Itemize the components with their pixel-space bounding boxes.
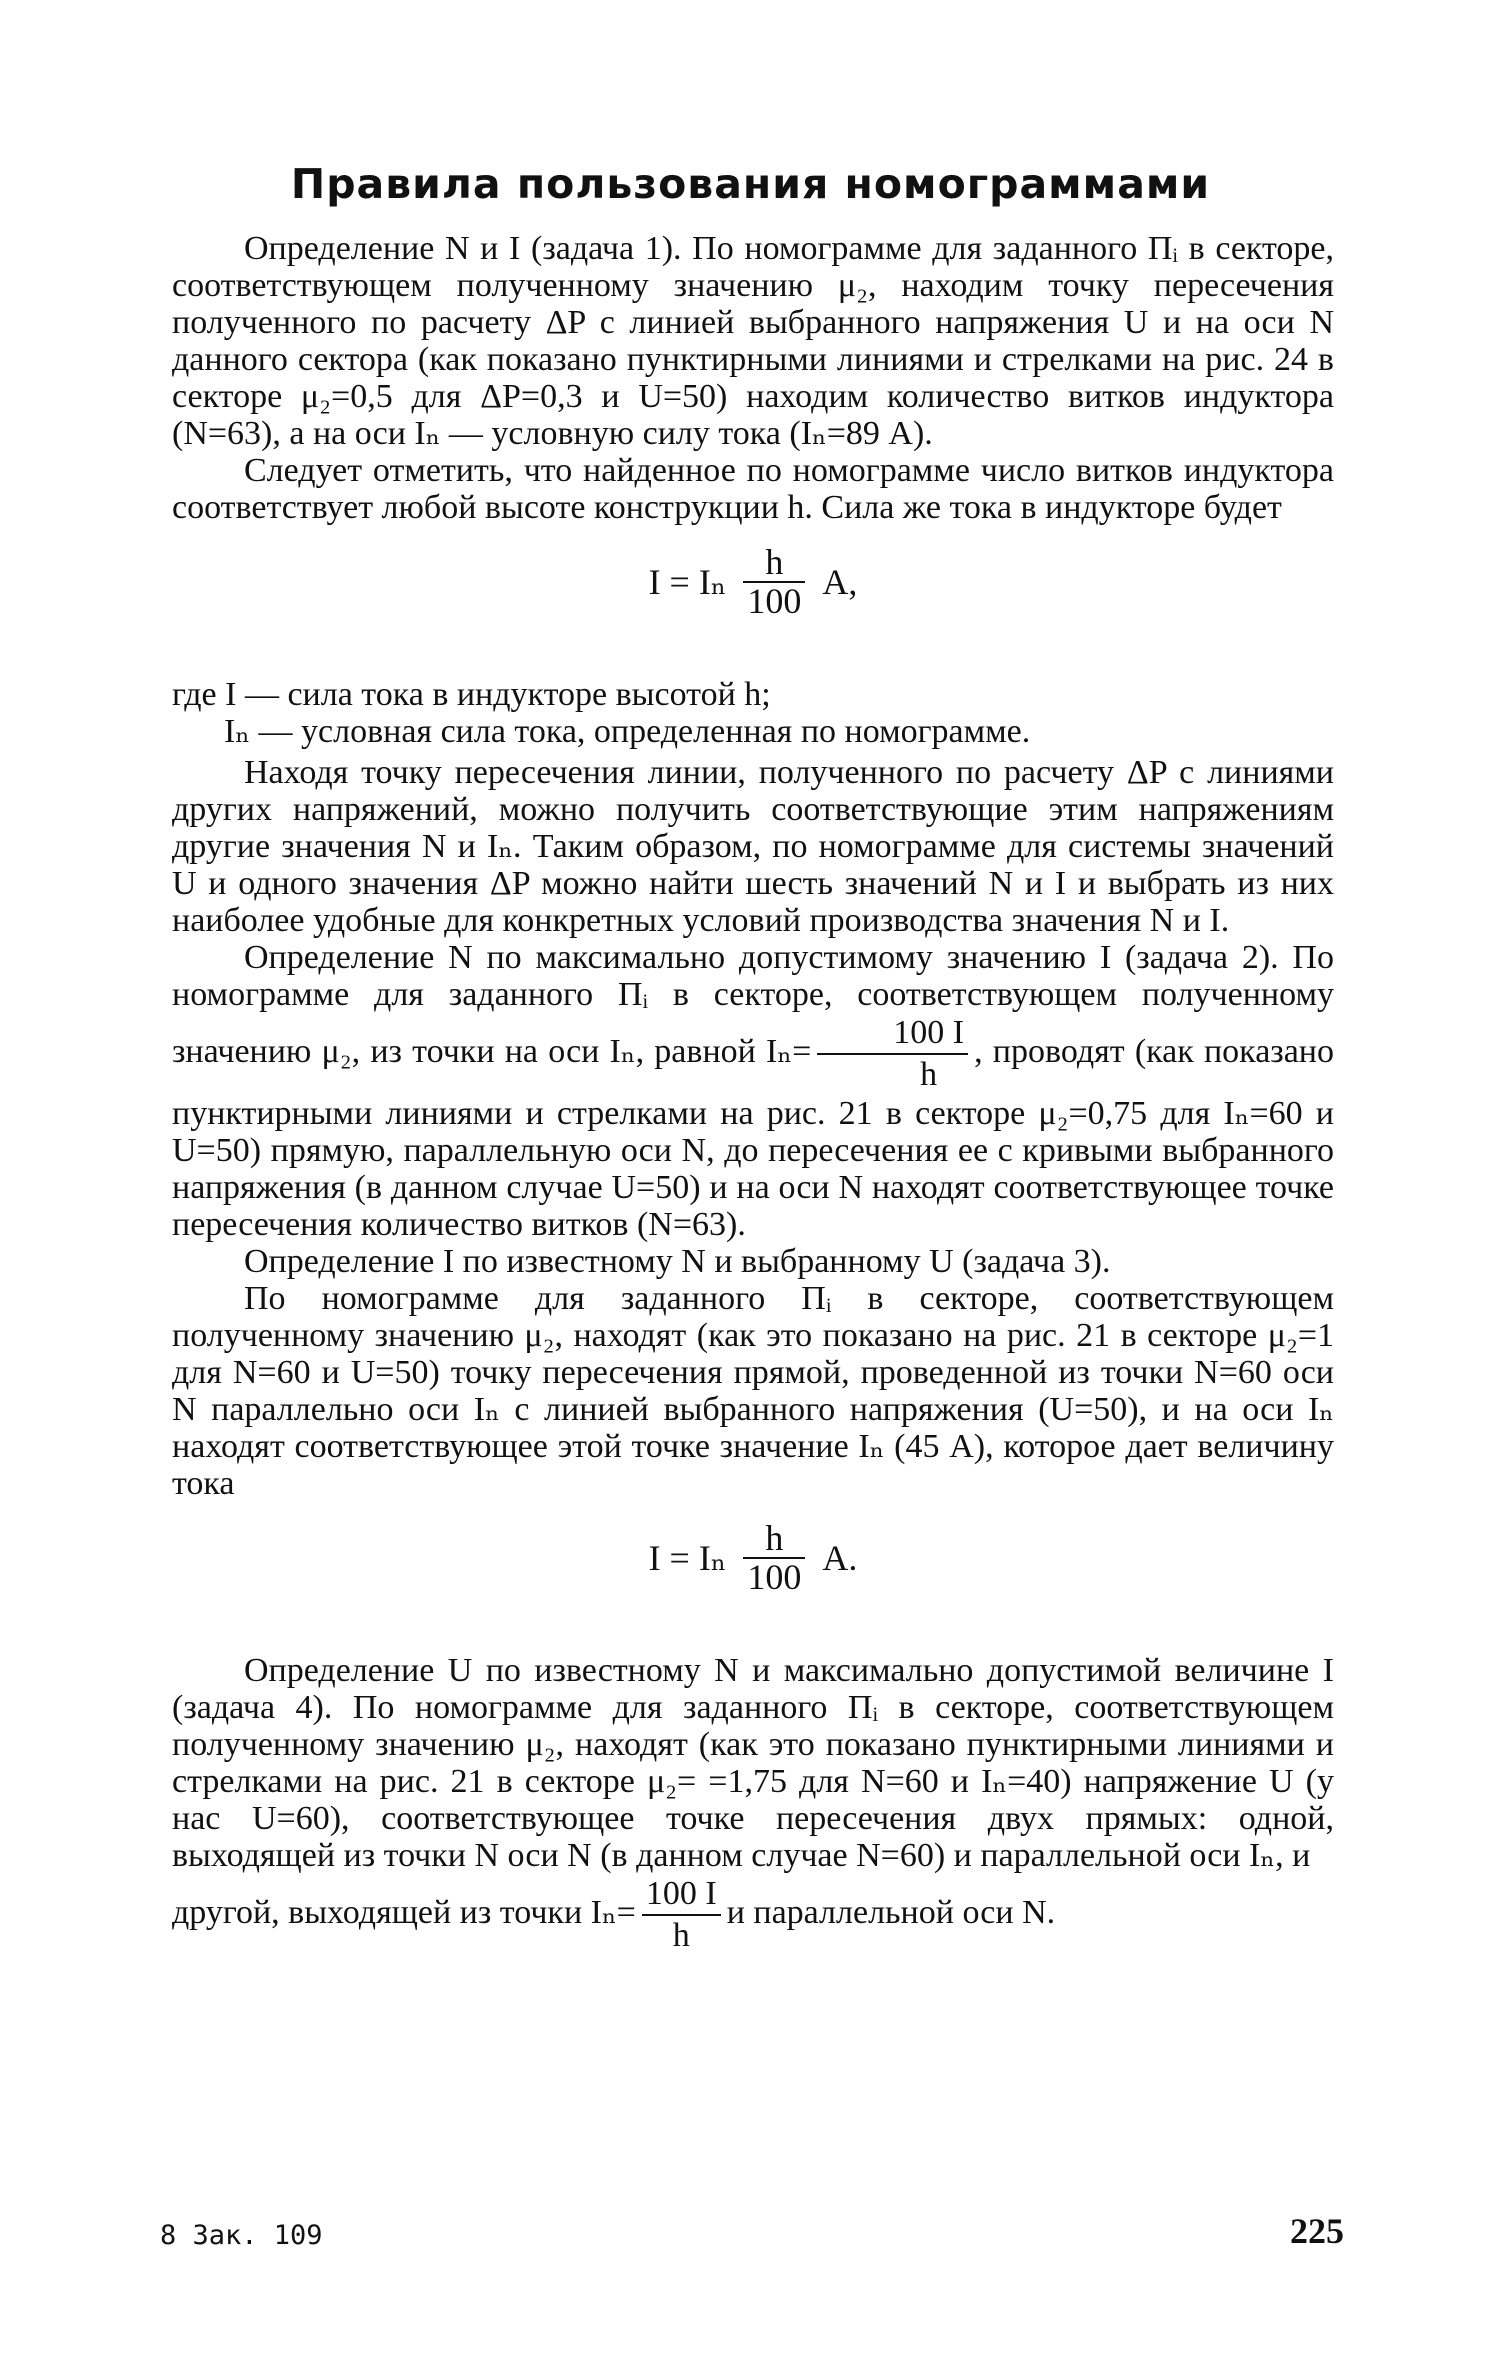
paragraph-text: , проводят (как показано пунктирными линиями и стрелками на рис. 21 в секторе μ₂=0,75 для Iₙ=60 и U=50) прямую, параллельную оси N, до пересечения ее с кривыми выбранного напряжения (в данном случае U=50) и на оси N находят соответствующее точке пересечения количество витков (N=63). bbox=[172, 1032, 1334, 1243]
fraction-denominator: 100 bbox=[743, 1557, 805, 1596]
fraction bbox=[743, 544, 805, 620]
paragraph-last-line bbox=[172, 1874, 1334, 1956]
inline-fraction bbox=[817, 1013, 968, 1095]
paragraph: Находя точку пересечения линии, полученного по расчету ΔP с линиями других напряжений, можно получить соответствующие этим напряжениям другие значения N и Iₙ. Таким образом, по номограмме для системы значений U и одного значения ΔP можно найти шесть значений N и I и выбрать из них наиболее удобные для конкретных условий производства значения N и I. bbox=[172, 754, 1334, 939]
paragraph: Определение U по известному N и максимально допустимой величине I (задача 4). По номограмме для заданного Пᵢ в секторе, соответствующем полученному значению μ₂, находят (как это показано пунктирными линиями и стрелками на рис. 21 в секторе μ₂= =1,75 для N=60 и Iₙ=40) напряжение U (у нас U=60), соответствующее точке пересечения двух прямых: одной, выходящей из точки N оси N (в данном случае N=60) и параллельной оси Iₙ, и bbox=[172, 1652, 1334, 1874]
paragraph-text: Определение N по максимально допустимому значению I (задача 2). По номограмме для заданного Пᵢ в секторе, соответствующем полученному значению μ₂, из точки на оси Iₙ, равной Iₙ= bbox=[172, 939, 1334, 1070]
paragraph: Следует отметить, что найденное по номограмме число витков индуктора соответствует любой высоте конструкции h. Сила же тока в индукторе будет bbox=[172, 452, 1334, 526]
fraction-denominator: h bbox=[642, 1914, 721, 1956]
paragraph-text: другой, выходящей из точки Iₙ= bbox=[172, 1893, 636, 1931]
formula-2 bbox=[172, 1512, 1334, 1638]
fraction-denominator: 100 bbox=[743, 581, 805, 620]
paragraph: Определение I по известному N и выбранному U (задача 3). bbox=[244, 1243, 1111, 1280]
formula-1 bbox=[172, 536, 1334, 662]
where-line: Iₙ — условная сила тока, определенная по номограмме. bbox=[224, 713, 1031, 750]
inline-fraction bbox=[642, 1874, 721, 1956]
print-signature: 8 Зак. 109 bbox=[160, 2220, 323, 2251]
formula-lhs: I = Iₙ bbox=[648, 561, 727, 602]
text-body bbox=[172, 230, 1334, 1956]
formula-lhs: I = Iₙ bbox=[648, 1537, 727, 1578]
fraction-numerator: 100 I bbox=[893, 1014, 965, 1051]
formula-unit: А. bbox=[822, 1537, 858, 1578]
where-line: где I — сила тока в индукторе высотой h; bbox=[172, 676, 771, 713]
fraction-numerator: h bbox=[765, 542, 784, 582]
paragraph: По номограмме для заданного Пᵢ в секторе, соответствующем полученному значению μ₂, находят (как это показано на рис. 21 в секторе μ₂=1 для N=60 и U=50) точку пересечения прямой, проведенной из точки N=60 оси N параллельно оси Iₙ с линией выбранного напряжения (U=50), и на оси Iₙ находят соответствующее этой точке значение Iₙ (45 А), которое дает величину тока bbox=[172, 1280, 1334, 1502]
paragraph-text: и параллельной оси N. bbox=[726, 1893, 1056, 1931]
page-number: 225 bbox=[1290, 2211, 1344, 2251]
formula-unit: А, bbox=[822, 561, 858, 602]
fraction-numerator: h bbox=[765, 1518, 784, 1558]
page-title: Правила пользования номограммами bbox=[290, 160, 1211, 208]
paragraph: Определение N и I (задача 1). По номограмме для заданного Пᵢ в секторе, соответствующем полученному значению μ₂, находим точку пересечения полученного по расчету ΔP с линией выбранного напряжения U и на оси N данного сектора (как показано пунктирными линиями и стрелками на рис. 24 в секторе μ₂=0,5 для ΔP=0,3 и U=50) находим количество витков индуктора (N=63), а на оси Iₙ — условную силу тока (Iₙ=89 А). bbox=[172, 230, 1334, 452]
fraction bbox=[743, 1520, 805, 1596]
paragraph bbox=[172, 939, 1334, 1243]
fraction-denominator: h bbox=[817, 1053, 968, 1095]
fraction-numerator: 100 I bbox=[645, 1875, 717, 1912]
